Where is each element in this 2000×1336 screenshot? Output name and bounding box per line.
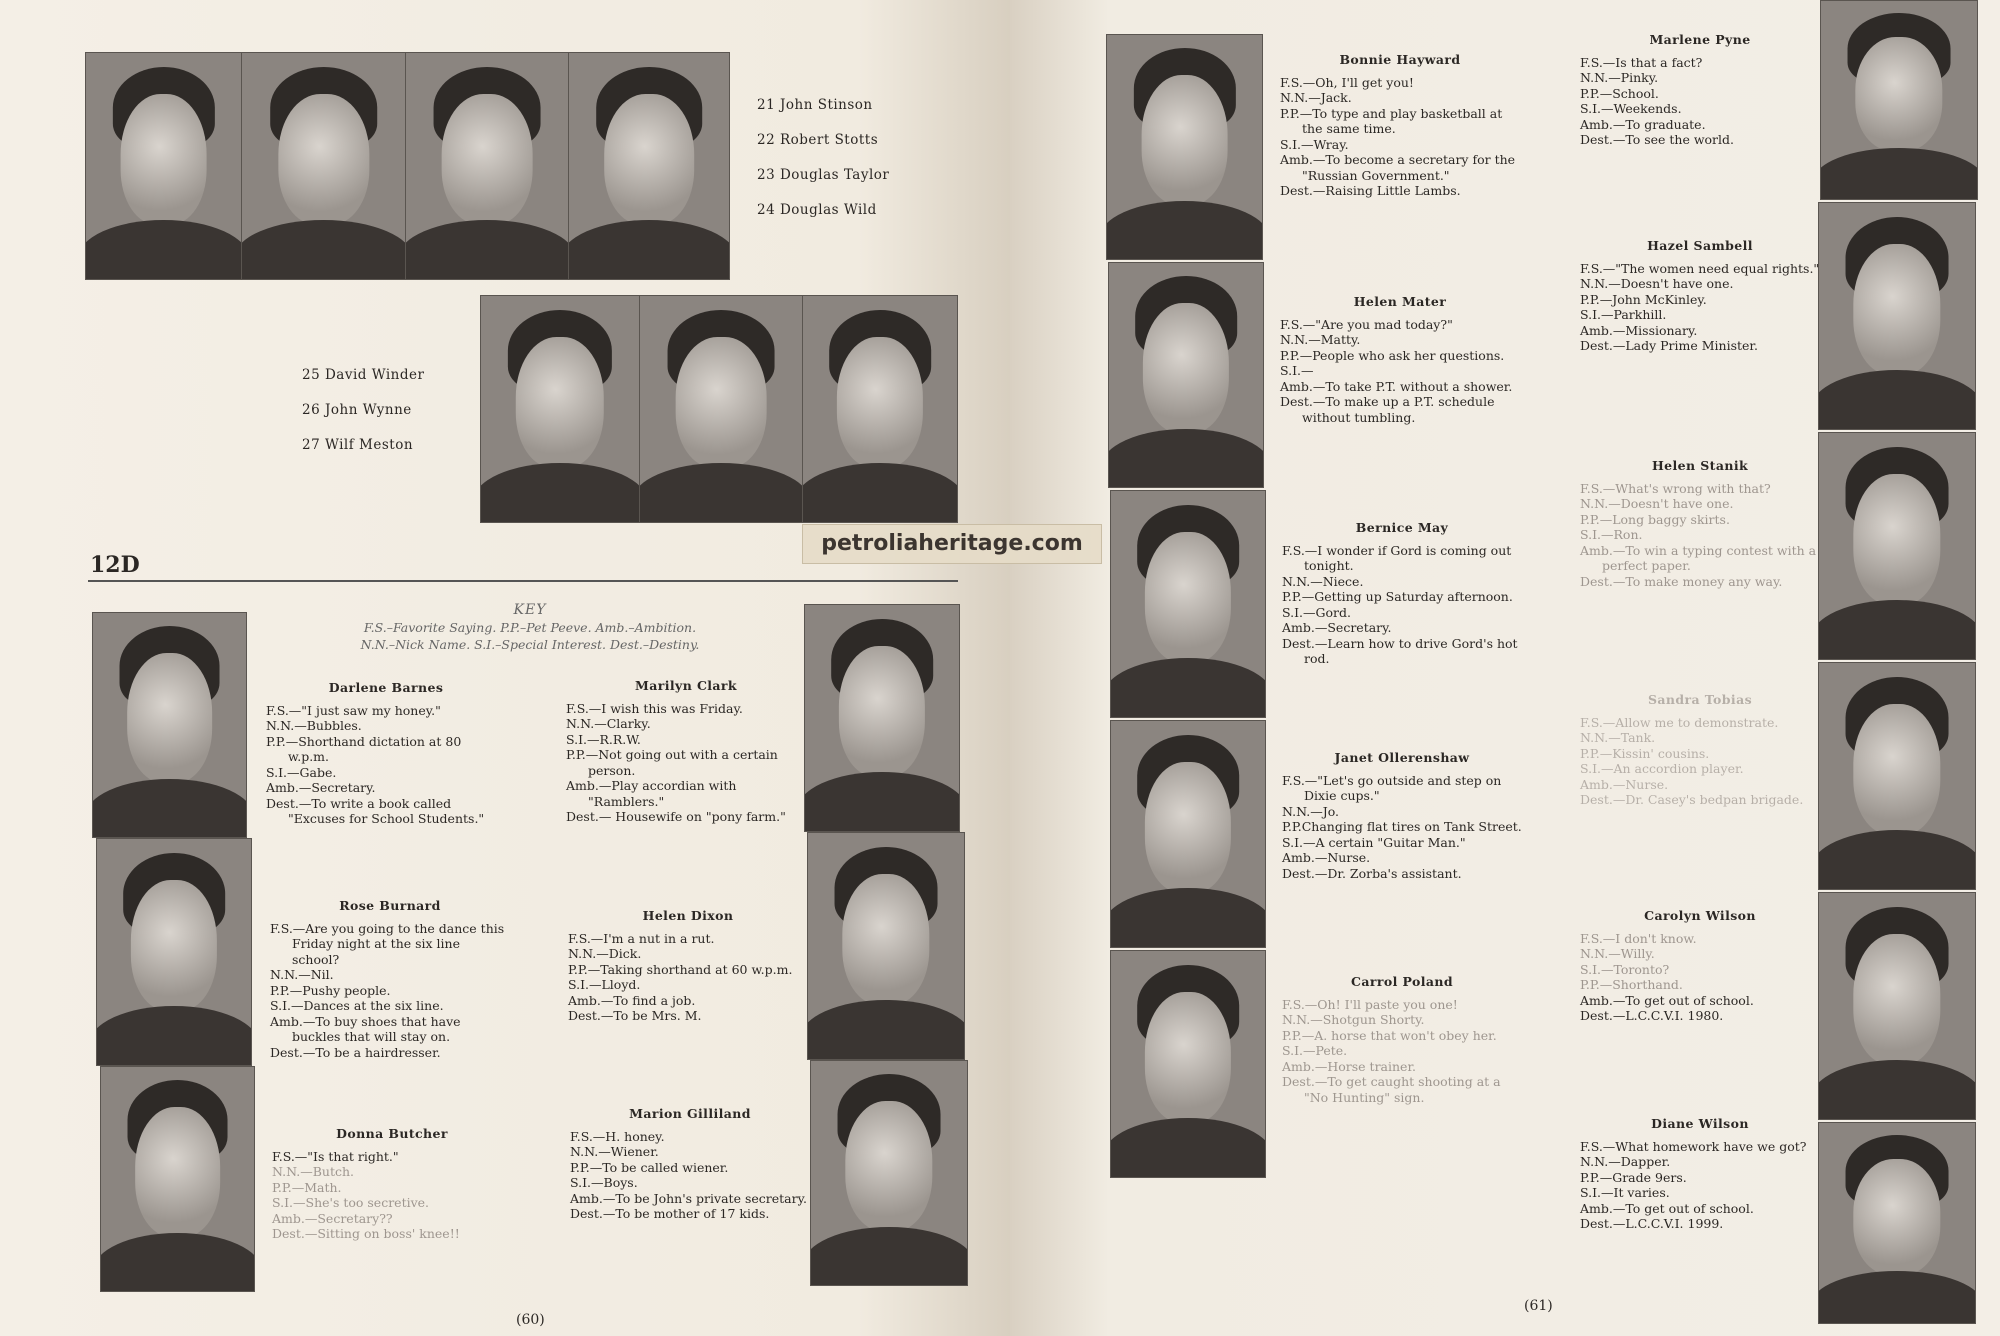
- student-entry: [1280, 294, 1520, 425]
- entry-line: Dest.—To see the world.: [1580, 132, 1734, 147]
- entry-line: F.S.—"Let's go outside and step on Dixie cups.": [1282, 772, 1502, 803]
- portrait-photo: [1110, 950, 1266, 1178]
- student-entry: [1580, 32, 1820, 148]
- entry-line: S.I.—Boys.: [570, 1175, 638, 1190]
- entry-line: S.I.—Dances at the six line.: [270, 998, 444, 1013]
- photo-caption: 21 John Stinson: [757, 97, 873, 113]
- student-entry: [1580, 908, 1820, 1024]
- student-entry: [1282, 520, 1522, 667]
- entry-line: S.I.—Pete.: [1282, 1043, 1348, 1058]
- student-entry: [1580, 238, 1820, 354]
- student-name: Marion Gilliland: [629, 1106, 751, 1121]
- portrait-photo: [810, 1060, 968, 1286]
- student-name: Donna Butcher: [336, 1126, 448, 1141]
- entry-line: N.N.—Clarky.: [566, 716, 651, 731]
- entry-line: Amb.—Play accordian with "Ramblers.": [566, 778, 737, 809]
- entry-line: P.P.Changing flat tires on Tank Street.: [1282, 819, 1522, 834]
- portrait-photo: [1106, 34, 1263, 260]
- entry-line: Amb.—Secretary.: [266, 780, 376, 795]
- student-entry: [1282, 750, 1522, 881]
- student-entry: [1580, 458, 1820, 589]
- portrait-photo: [1110, 490, 1266, 718]
- entry-line: P.P.—To be called wiener.: [570, 1159, 729, 1175]
- entry-line: N.N.—Jack.: [1280, 90, 1352, 105]
- entry-line: N.N.—Butch.: [272, 1164, 355, 1179]
- page-number: (60): [516, 1312, 545, 1328]
- entry-line: N.N.—Tank.: [1580, 730, 1656, 745]
- entry-line: S.I.—A certain "Guitar Man.": [1282, 834, 1466, 850]
- key-line: N.N.–Nick Name. S.I.–Special Interest. Dest.–Destiny.: [360, 637, 700, 652]
- student-name: Janet Ollerenshaw: [1334, 750, 1470, 765]
- entry-line: N.N.—Jo.: [1282, 803, 1340, 819]
- student-name: Bernice May: [1355, 520, 1449, 535]
- entry-line: Dest.— Housewife on "pony farm.": [566, 809, 786, 824]
- entry-line: F.S.—Oh, I'll get you!: [1280, 74, 1414, 90]
- right-page: [1010, 0, 2000, 1336]
- entry-line: Amb.—To get out of school.: [1580, 1200, 1754, 1216]
- entry-line: F.S.—Is that a fact?: [1580, 54, 1703, 70]
- entry-line: Amb.—Nurse.: [1282, 850, 1371, 865]
- entry-line: Amb.—To become a secretary for the "Russian Government.": [1280, 152, 1516, 183]
- photo-caption: 27 Wilf Meston: [302, 437, 414, 453]
- entry-line: Dest.—To be a hairdresser.: [270, 1044, 441, 1060]
- portrait-photo: [568, 52, 730, 280]
- entry-line: N.N.—Dapper.: [1580, 1154, 1671, 1169]
- entry-line: P.P.—Not going out with a certain person.: [566, 747, 778, 778]
- photo-caption: 24 Douglas Wild: [757, 202, 877, 218]
- portrait-photo: [1110, 720, 1266, 948]
- entry-line: S.I.—Wray.: [1280, 136, 1349, 152]
- entry-line: S.I.—It varies.: [1580, 1185, 1670, 1200]
- student-name: Helen Stanik: [1651, 458, 1749, 473]
- entry-line: S.I.—She's too secretive.: [272, 1195, 430, 1210]
- student-entry: [272, 1126, 512, 1242]
- student-name: Darlene Barnes: [328, 680, 444, 695]
- student-name: Rose Burnard: [339, 898, 441, 913]
- entry-line: N.N.—Bubbles.: [266, 718, 362, 733]
- entry-line: P.P.—To type and play basketball at the same time.: [1280, 105, 1503, 136]
- entry-line: F.S.—"The women need equal rights.": [1580, 260, 1820, 276]
- student-entry: [270, 898, 510, 1060]
- portrait-photo: [802, 295, 958, 523]
- student-name: Sandra Tobias: [1647, 692, 1753, 707]
- student-entry: [1580, 692, 1820, 808]
- divider: [88, 580, 958, 582]
- photo-caption: 26 John Wynne: [302, 402, 412, 418]
- entry-line: P.P.—Shorthand dictation at 80 w.p.m.: [266, 733, 462, 764]
- portrait-photo: [1818, 662, 1976, 890]
- student-entry: [570, 1106, 810, 1222]
- student-entry: [1280, 52, 1520, 199]
- student-name: Hazel Sambell: [1647, 238, 1753, 253]
- entry-line: F.S.—"Are you mad today?": [1280, 316, 1453, 332]
- entry-line: F.S.—What homework have we got?: [1580, 1138, 1807, 1154]
- portrait-photo: [804, 604, 960, 832]
- portrait-photo: [85, 52, 242, 280]
- entry-line: Dest.—Raising Little Lambs.: [1280, 183, 1461, 198]
- student-name: Carolyn Wilson: [1644, 908, 1756, 923]
- entry-line: P.P.—Taking shorthand at 60 w.p.m.: [568, 961, 793, 977]
- entry-line: Amb.—Secretary??: [272, 1210, 393, 1226]
- photo-caption: 23 Douglas Taylor: [757, 167, 890, 183]
- entry-line: Dest.—To get caught shooting at a "No Hunting" sign.: [1282, 1074, 1501, 1105]
- portrait-photo: [405, 52, 569, 280]
- entry-line: N.N.—Doesn't have one.: [1580, 496, 1734, 511]
- photo-caption: 25 David Winder: [302, 367, 425, 383]
- entry-line: Dest.—To be mother of 17 kids.: [570, 1206, 770, 1221]
- entry-line: P.P.—A. horse that won't obey her.: [1282, 1027, 1497, 1043]
- portrait-photo: [639, 295, 803, 523]
- entry-line: Dest.—L.C.C.V.I. 1999.: [1580, 1216, 1724, 1231]
- entry-line: S.I.—Ron.: [1580, 527, 1643, 542]
- entry-line: Amb.—To be John's private secretary.: [570, 1190, 807, 1206]
- entry-line: F.S.—I wish this was Friday.: [566, 700, 743, 716]
- entry-line: Dest.—Lady Prime Minister.: [1580, 338, 1758, 353]
- entry-line: F.S.—What's wrong with that?: [1580, 480, 1771, 496]
- entry-line: S.I.—Parkhill.: [1580, 307, 1667, 322]
- entry-line: F.S.—Oh! I'll paste you one!: [1282, 996, 1458, 1012]
- entry-line: P.P.—Grade 9ers.: [1580, 1169, 1687, 1185]
- portrait-photo: [92, 612, 247, 838]
- entry-line: Amb.—To win a typing contest with a perfect paper.: [1580, 542, 1817, 573]
- student-entry: [266, 680, 506, 827]
- portrait-photo: [1818, 432, 1976, 660]
- entry-line: N.N.—Matty.: [1280, 332, 1361, 347]
- entry-line: P.P.—Long baggy skirts.: [1580, 511, 1730, 527]
- entry-line: F.S.—"I just saw my honey.": [266, 702, 441, 718]
- key-legend: [290, 602, 770, 653]
- key-title: KEY: [513, 602, 547, 618]
- portrait-photo: [1818, 1122, 1976, 1324]
- entry-line: N.N.—Shotgun Shorty.: [1282, 1012, 1425, 1027]
- entry-line: P.P.—John McKinley.: [1580, 291, 1707, 307]
- student-name: Bonnie Hayward: [1339, 52, 1461, 67]
- entry-line: Dest.—To make up a P.T. schedule without tumbling.: [1280, 394, 1495, 425]
- entry-line: P.P.—Shorthand.: [1580, 977, 1683, 992]
- student-entry: [566, 678, 806, 825]
- entry-line: N.N.—Wiener.: [570, 1144, 659, 1159]
- entry-line: F.S.—I don't know.: [1580, 930, 1697, 946]
- portrait-photo: [241, 52, 406, 280]
- entry-line: P.P.—Getting up Saturday afternoon.: [1282, 589, 1513, 604]
- entry-line: Amb.—Secretary.: [1282, 620, 1392, 635]
- photo-caption: 22 Robert Stotts: [757, 132, 879, 148]
- portrait-photo: [100, 1066, 255, 1292]
- entry-line: P.P.—Math.: [272, 1179, 342, 1195]
- entry-line: S.I.—Gord.: [1282, 604, 1351, 620]
- student-name: Carrol Poland: [1351, 974, 1453, 989]
- entry-line: Dest.—Learn how to drive Gord's hot rod.: [1282, 635, 1518, 666]
- student-name: Helen Mater: [1353, 294, 1447, 309]
- entry-line: Amb.—To find a job.: [568, 992, 696, 1008]
- entry-line: Amb.—Missionary.: [1580, 322, 1698, 338]
- entry-line: P.P.—People who ask her questions.: [1280, 347, 1505, 363]
- entry-line: N.N.—Willy.: [1580, 946, 1655, 961]
- portrait-photo: [96, 838, 252, 1066]
- entry-line: F.S.—I'm a nut in a rut.: [568, 930, 715, 946]
- entry-line: P.P.—Kissin' cousins.: [1580, 745, 1710, 761]
- portrait-photo: [1818, 892, 1976, 1120]
- portrait-photo: [807, 832, 965, 1060]
- entry-line: N.N.—Pinky.: [1580, 70, 1659, 85]
- portrait-photo: [1108, 262, 1264, 488]
- entry-line: Dest.—To be Mrs. M.: [568, 1008, 702, 1023]
- entry-line: Amb.—To buy shoes that have buckles that will stay on.: [270, 1013, 461, 1044]
- portrait-photo: [480, 295, 640, 523]
- entry-line: N.N.—Niece.: [1282, 573, 1364, 589]
- entry-line: Amb.—Nurse.: [1580, 776, 1669, 792]
- entry-line: P.P.—School.: [1580, 85, 1659, 101]
- entry-line: Dest.—Dr. Casey's bedpan brigade.: [1580, 792, 1804, 807]
- entry-line: F.S.—H. honey.: [570, 1128, 665, 1144]
- entry-line: P.P.—Pushy people.: [270, 982, 391, 998]
- portrait-photo: [1820, 0, 1978, 200]
- entry-line: F.S.—Are you going to the dance this Friday night at the six line school?: [270, 920, 505, 967]
- student-name: Marlene Pyne: [1649, 32, 1751, 47]
- entry-line: Dest.—To make money any way.: [1580, 573, 1783, 589]
- entry-line: Dest.—L.C.C.V.I. 1980.: [1580, 1008, 1724, 1023]
- entry-line: Dest.—To write a book called "Excuses for School Students.": [266, 795, 485, 826]
- student-entry: [1580, 1116, 1820, 1232]
- student-entry: [1282, 974, 1522, 1105]
- entry-line: S.I.—R.R.W.: [566, 731, 641, 747]
- entry-line: Dest.—Dr. Zorba's assistant.: [1282, 865, 1462, 881]
- entry-line: S.I.—Gabe.: [266, 764, 337, 780]
- watermark-label: petroliaheritage.com: [802, 524, 1102, 564]
- entry-line: S.I.—An accordion player.: [1580, 761, 1744, 776]
- student-entry: [568, 908, 808, 1024]
- student-name: Diane Wilson: [1651, 1116, 1749, 1131]
- entry-line: Amb.—Horse trainer.: [1282, 1058, 1417, 1074]
- portrait-photo: [1818, 202, 1976, 430]
- page-number: (61): [1524, 1298, 1553, 1314]
- entry-line: Dest.—Sitting on boss' knee!!: [272, 1226, 460, 1241]
- entry-line: F.S.—Allow me to demonstrate.: [1580, 714, 1779, 730]
- entry-line: N.N.—Doesn't have one.: [1580, 276, 1734, 291]
- student-name: Helen Dixon: [642, 908, 734, 923]
- entry-line: S.I.—: [1280, 363, 1314, 378]
- key-line: F.S.–Favorite Saying. P.P.–Pet Peeve. Amb.–Ambition.: [363, 620, 697, 635]
- entry-line: N.N.—Dick.: [568, 946, 642, 961]
- entry-line: Amb.—To graduate.: [1580, 116, 1706, 132]
- entry-line: F.S.—I wonder if Gord is coming out tonight.: [1282, 542, 1512, 573]
- entry-line: S.I.—Toronto?: [1580, 961, 1670, 977]
- entry-line: N.N.—Nil.: [270, 967, 334, 982]
- student-name: Marilyn Clark: [635, 678, 737, 693]
- entry-line: F.S.—"Is that right.": [272, 1148, 399, 1164]
- entry-line: S.I.—Lloyd.: [568, 977, 641, 992]
- section-header: 12D: [90, 552, 140, 578]
- entry-line: S.I.—Weekends.: [1580, 101, 1682, 116]
- entry-line: Amb.—To get out of school.: [1580, 992, 1754, 1008]
- entry-line: Amb.—To take P.T. without a shower.: [1280, 378, 1513, 394]
